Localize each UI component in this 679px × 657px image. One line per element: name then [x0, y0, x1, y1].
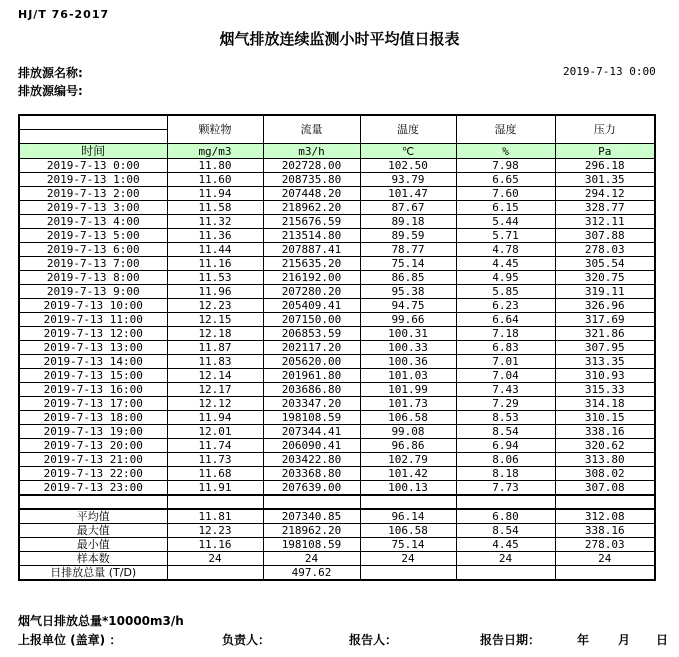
summary-value-cell: 96.14 [360, 509, 456, 524]
time-cell: 2019-7-13 16:00 [19, 383, 167, 397]
value-cell: 75.14 [360, 257, 456, 271]
responsible-label: 负责人： [222, 633, 271, 647]
value-cell: 94.75 [360, 299, 456, 313]
value-cell: 8.06 [456, 453, 555, 467]
value-cell: 307.88 [555, 229, 655, 243]
time-cell: 2019-7-13 22:00 [19, 467, 167, 481]
summary-value-cell: 24 [167, 552, 263, 566]
source-code-label: 排放源编号: [18, 84, 83, 98]
empty-cell [263, 495, 360, 509]
value-cell: 208735.80 [263, 173, 360, 187]
hourly-data-row [19, 383, 655, 397]
value-cell: 7.73 [456, 481, 555, 496]
value-cell: 5.44 [456, 215, 555, 229]
value-cell: 201961.80 [263, 369, 360, 383]
time-cell: 2019-7-13 17:00 [19, 397, 167, 411]
time-cell: 2019-7-13 2:00 [19, 187, 167, 201]
value-cell: 205409.41 [263, 299, 360, 313]
value-cell: 7.04 [456, 369, 555, 383]
summary-value-cell: 4.45 [456, 538, 555, 552]
summary-value-cell: 207340.85 [263, 509, 360, 524]
hourly-data-row [19, 439, 655, 453]
value-cell: 11.94 [167, 187, 263, 201]
value-cell: 11.74 [167, 439, 263, 453]
summary-value-cell [555, 566, 655, 581]
value-cell: 8.18 [456, 467, 555, 481]
value-cell: 203368.80 [263, 467, 360, 481]
value-cell: 7.01 [456, 355, 555, 369]
value-cell: 12.14 [167, 369, 263, 383]
value-cell: 106.58 [360, 411, 456, 425]
value-cell: 198108.59 [263, 411, 360, 425]
column-header-particulate: 颗粒物 [167, 115, 263, 144]
summary-value-cell: 218962.20 [263, 524, 360, 538]
time-cell: 2019-7-13 11:00 [19, 313, 167, 327]
time-cell: 2019-7-13 1:00 [19, 173, 167, 187]
summary-value-cell: 6.80 [456, 509, 555, 524]
time-cell: 2019-7-13 6:00 [19, 243, 167, 257]
hourly-data-row [19, 243, 655, 257]
value-cell: 294.12 [555, 187, 655, 201]
value-cell: 205620.00 [263, 355, 360, 369]
hourly-data-row [19, 159, 655, 173]
value-cell: 315.33 [555, 383, 655, 397]
value-cell: 203347.20 [263, 397, 360, 411]
hourly-data-row [19, 257, 655, 271]
value-cell: 203686.80 [263, 383, 360, 397]
summary-value-cell [456, 566, 555, 581]
year-label: 年 [577, 633, 590, 647]
report-datetime: 2019-7-13 0:00 [563, 65, 656, 78]
value-cell: 216192.00 [263, 271, 360, 285]
value-cell: 203422.80 [263, 453, 360, 467]
summary-value-cell: 8.54 [456, 524, 555, 538]
time-cell: 2019-7-13 23:00 [19, 481, 167, 496]
value-cell: 86.85 [360, 271, 456, 285]
unit-flow: m3/h [263, 144, 360, 159]
value-cell: 6.64 [456, 313, 555, 327]
time-cell: 2019-7-13 15:00 [19, 369, 167, 383]
summary-value-cell: 12.23 [167, 524, 263, 538]
value-cell: 8.54 [456, 425, 555, 439]
value-cell: 11.73 [167, 453, 263, 467]
signature-line [0, 631, 679, 651]
reporter-label: 报告人： [349, 633, 398, 647]
summary-value-cell: 11.81 [167, 509, 263, 524]
hourly-data-row [19, 313, 655, 327]
value-cell: 215635.20 [263, 257, 360, 271]
value-cell: 206090.41 [263, 439, 360, 453]
value-cell: 12.23 [167, 299, 263, 313]
hourly-data-row [19, 201, 655, 215]
value-cell: 6.94 [456, 439, 555, 453]
value-cell: 213514.80 [263, 229, 360, 243]
summary-value-cell: 24 [456, 552, 555, 566]
summary-value-cell: 198108.59 [263, 538, 360, 552]
empty-cell [19, 495, 167, 509]
value-cell: 11.87 [167, 341, 263, 355]
value-cell: 301.35 [555, 173, 655, 187]
time-cell: 2019-7-13 12:00 [19, 327, 167, 341]
value-cell: 207448.20 [263, 187, 360, 201]
source-name-label: 排放源名称: [18, 66, 83, 80]
value-cell: 11.94 [167, 411, 263, 425]
value-cell: 12.17 [167, 383, 263, 397]
value-cell: 101.73 [360, 397, 456, 411]
value-cell: 12.01 [167, 425, 263, 439]
hourly-data-row [19, 355, 655, 369]
hourly-data-row [19, 173, 655, 187]
hourly-data-row [19, 229, 655, 243]
value-cell: 319.11 [555, 285, 655, 299]
hourly-data-row [19, 425, 655, 439]
empty-cell [555, 495, 655, 509]
value-cell: 11.80 [167, 159, 263, 173]
value-cell: 278.03 [555, 243, 655, 257]
standard-number: HJ/T 76-2017 [18, 8, 110, 21]
hourly-data-row [19, 327, 655, 341]
value-cell: 11.53 [167, 271, 263, 285]
unit-temperature: ℃ [360, 144, 456, 159]
summary-label-cell: 平均值 [19, 509, 167, 524]
value-cell: 101.42 [360, 467, 456, 481]
summary-value-cell: 312.08 [555, 509, 655, 524]
hourly-data-row [19, 453, 655, 467]
value-cell: 307.95 [555, 341, 655, 355]
value-cell: 207887.41 [263, 243, 360, 257]
value-cell: 102.79 [360, 453, 456, 467]
hourly-data-row [19, 369, 655, 383]
value-cell: 12.12 [167, 397, 263, 411]
hourly-data-row [19, 341, 655, 355]
value-cell: 328.77 [555, 201, 655, 215]
value-cell: 5.71 [456, 229, 555, 243]
value-cell: 4.78 [456, 243, 555, 257]
summary-value-cell: 24 [360, 552, 456, 566]
column-header-humidity: 湿度 [456, 115, 555, 144]
time-cell: 2019-7-13 5:00 [19, 229, 167, 243]
value-cell: 7.43 [456, 383, 555, 397]
value-cell: 93.79 [360, 173, 456, 187]
hourly-data-row [19, 481, 655, 496]
hourly-data-row [19, 467, 655, 481]
time-cell: 2019-7-13 0:00 [19, 159, 167, 173]
summary-label-cell: 样本数 [19, 552, 167, 566]
value-cell: 307.08 [555, 481, 655, 496]
summary-row [19, 509, 655, 524]
value-cell: 321.86 [555, 327, 655, 341]
empty-cell [360, 495, 456, 509]
hourly-data-row [19, 215, 655, 229]
value-cell: 11.91 [167, 481, 263, 496]
summary-row [19, 552, 655, 566]
summary-row [19, 566, 655, 581]
summary-value-cell: 497.62 [263, 566, 360, 581]
value-cell: 89.59 [360, 229, 456, 243]
value-cell: 99.08 [360, 425, 456, 439]
time-column-header: 时间 [19, 144, 167, 159]
day-label: 日 [656, 633, 669, 647]
hourly-data-row [19, 299, 655, 313]
value-cell: 12.18 [167, 327, 263, 341]
value-cell: 100.13 [360, 481, 456, 496]
value-cell: 11.44 [167, 243, 263, 257]
value-cell: 11.83 [167, 355, 263, 369]
value-cell: 6.15 [456, 201, 555, 215]
value-cell: 310.93 [555, 369, 655, 383]
value-cell: 101.47 [360, 187, 456, 201]
monitoring-table [18, 114, 656, 581]
value-cell: 101.99 [360, 383, 456, 397]
summary-value-cell [360, 566, 456, 581]
column-header-temperature: 温度 [360, 115, 456, 144]
value-cell: 313.35 [555, 355, 655, 369]
units-row [19, 144, 655, 159]
time-cell: 2019-7-13 20:00 [19, 439, 167, 453]
value-cell: 313.80 [555, 453, 655, 467]
value-cell: 4.45 [456, 257, 555, 271]
time-cell: 2019-7-13 18:00 [19, 411, 167, 425]
value-cell: 207639.00 [263, 481, 360, 496]
time-cell: 2019-7-13 3:00 [19, 201, 167, 215]
value-cell: 6.83 [456, 341, 555, 355]
value-cell: 202117.20 [263, 341, 360, 355]
total-emission-note: 烟气日排放总量*10000m3/h [18, 614, 184, 628]
hourly-data-row [19, 411, 655, 425]
value-cell: 100.31 [360, 327, 456, 341]
time-cell: 2019-7-13 19:00 [19, 425, 167, 439]
table-body [19, 159, 655, 581]
value-cell: 206853.59 [263, 327, 360, 341]
summary-value-cell: 106.58 [360, 524, 456, 538]
unit-humidity: % [456, 144, 555, 159]
value-cell: 4.95 [456, 271, 555, 285]
time-cell: 2019-7-13 4:00 [19, 215, 167, 229]
value-cell: 202728.00 [263, 159, 360, 173]
summary-label-cell: 最小值 [19, 538, 167, 552]
value-cell: 207344.41 [263, 425, 360, 439]
value-cell: 102.50 [360, 159, 456, 173]
value-cell: 11.58 [167, 201, 263, 215]
value-cell: 89.18 [360, 215, 456, 229]
unit-pressure: Pa [555, 144, 655, 159]
time-column-spacer-top [19, 115, 167, 130]
value-cell: 7.98 [456, 159, 555, 173]
value-cell: 7.60 [456, 187, 555, 201]
hourly-data-row [19, 187, 655, 201]
summary-value-cell: 24 [263, 552, 360, 566]
value-cell: 218962.20 [263, 201, 360, 215]
time-cell: 2019-7-13 14:00 [19, 355, 167, 369]
value-cell: 7.18 [456, 327, 555, 341]
value-cell: 6.65 [456, 173, 555, 187]
value-cell: 8.53 [456, 411, 555, 425]
summary-value-cell: 24 [555, 552, 655, 566]
time-cell: 2019-7-13 8:00 [19, 271, 167, 285]
value-cell: 11.32 [167, 215, 263, 229]
value-cell: 100.33 [360, 341, 456, 355]
empty-cell [456, 495, 555, 509]
value-cell: 310.15 [555, 411, 655, 425]
time-cell: 2019-7-13 21:00 [19, 453, 167, 467]
value-cell: 11.68 [167, 467, 263, 481]
value-cell: 6.23 [456, 299, 555, 313]
summary-value-cell: 278.03 [555, 538, 655, 552]
value-cell: 326.96 [555, 299, 655, 313]
hourly-data-row [19, 271, 655, 285]
separator-row [19, 495, 655, 509]
value-cell: 215676.59 [263, 215, 360, 229]
header-row-1 [19, 115, 655, 130]
value-cell: 314.18 [555, 397, 655, 411]
summary-label-cell: 日排放总量 (T/D) [19, 566, 167, 581]
time-column-spacer-bottom [19, 130, 167, 144]
value-cell: 7.29 [456, 397, 555, 411]
empty-cell [167, 495, 263, 509]
value-cell: 317.69 [555, 313, 655, 327]
month-label: 月 [618, 633, 631, 647]
value-cell: 95.38 [360, 285, 456, 299]
value-cell: 11.96 [167, 285, 263, 299]
value-cell: 87.67 [360, 201, 456, 215]
summary-value-cell: 75.14 [360, 538, 456, 552]
summary-value-cell [167, 566, 263, 581]
unit-particulate: mg/m3 [167, 144, 263, 159]
summary-label-cell: 最大值 [19, 524, 167, 538]
time-cell: 2019-7-13 9:00 [19, 285, 167, 299]
value-cell: 207150.00 [263, 313, 360, 327]
value-cell: 308.02 [555, 467, 655, 481]
value-cell: 338.16 [555, 425, 655, 439]
value-cell: 100.36 [360, 355, 456, 369]
summary-row [19, 524, 655, 538]
value-cell: 312.11 [555, 215, 655, 229]
column-header-pressure: 压力 [555, 115, 655, 144]
value-cell: 12.15 [167, 313, 263, 327]
value-cell: 207280.20 [263, 285, 360, 299]
page-title: 烟气排放连续监测小时平均值日报表 [219, 30, 460, 48]
value-cell: 5.85 [456, 285, 555, 299]
time-cell: 2019-7-13 10:00 [19, 299, 167, 313]
value-cell: 11.60 [167, 173, 263, 187]
summary-row [19, 538, 655, 552]
column-header-flow: 流量 [263, 115, 360, 144]
hourly-data-row [19, 285, 655, 299]
value-cell: 11.36 [167, 229, 263, 243]
value-cell: 11.16 [167, 257, 263, 271]
value-cell: 99.66 [360, 313, 456, 327]
time-cell: 2019-7-13 13:00 [19, 341, 167, 355]
value-cell: 296.18 [555, 159, 655, 173]
value-cell: 305.54 [555, 257, 655, 271]
value-cell: 78.77 [360, 243, 456, 257]
value-cell: 101.03 [360, 369, 456, 383]
value-cell: 96.86 [360, 439, 456, 453]
summary-value-cell: 338.16 [555, 524, 655, 538]
report-unit-label: 上报单位 (盖章) ： [18, 633, 122, 647]
value-cell: 320.62 [555, 439, 655, 453]
report-date-label: 报告日期： [480, 633, 541, 647]
summary-value-cell: 11.16 [167, 538, 263, 552]
value-cell: 320.75 [555, 271, 655, 285]
hourly-data-row [19, 397, 655, 411]
time-cell: 2019-7-13 7:00 [19, 257, 167, 271]
